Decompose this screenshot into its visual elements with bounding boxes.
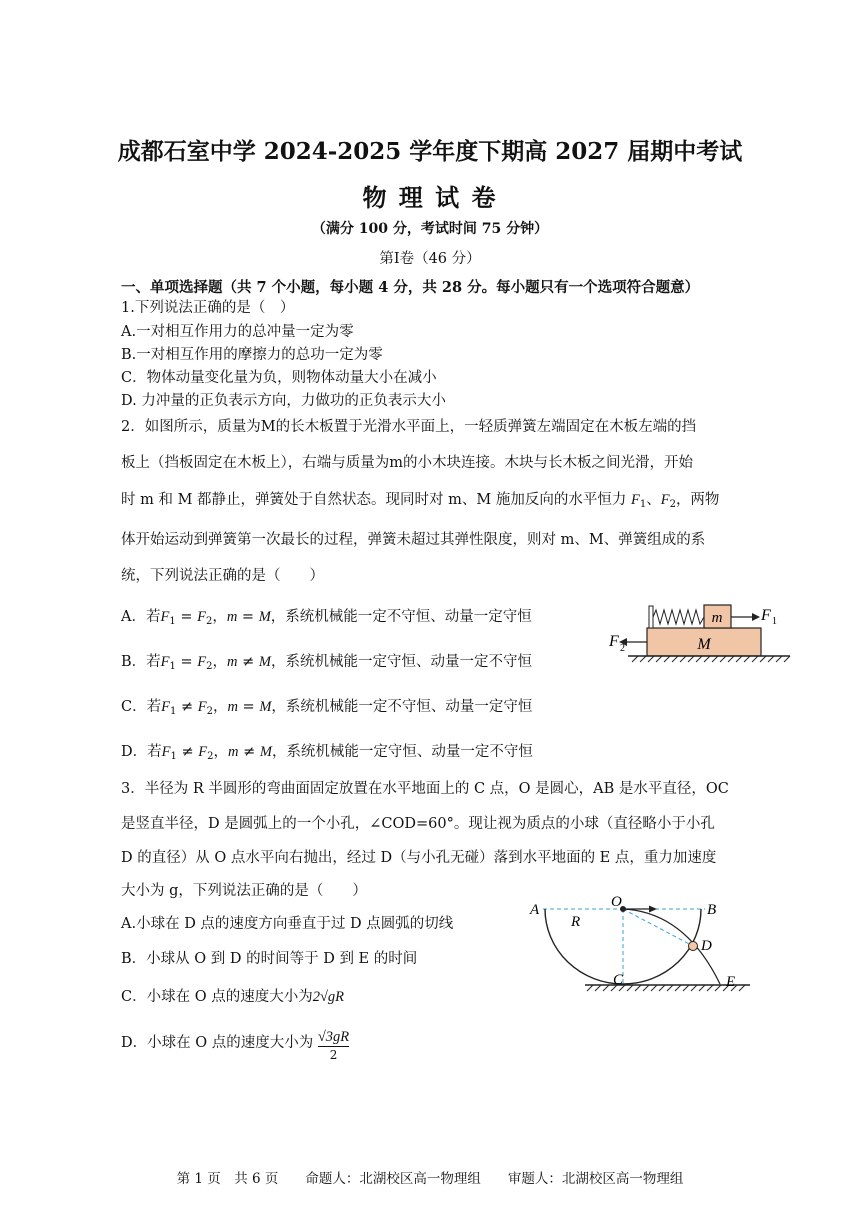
q3-line1: 3．半径为 R 半圆形的弯曲面固定放置在水平地面上的 C 点，O 是圆心，AB 是水平直径，OC <box>121 781 729 797</box>
q2-option-d: D．若$F_1 \ne F_2$，m ≠ M，系统机械能一定守恒、动量一定不守恒 <box>121 744 533 762</box>
q3-option-c: C．小球在 O 点的速度大小为2√gR <box>121 989 345 1005</box>
q2-option-b: B．若$F_1 = F_2$，m ≠ M，系统机械能一定守恒、动量一定不守恒 <box>121 654 532 672</box>
label-B: B <box>707 902 717 918</box>
page-footer: 第 1 页 共 6 页 命题人：北湖校区高一物理组 审题人：北湖校区高一物理组 <box>176 1171 684 1187</box>
q2-line3-text: 时 m 和 M 都静止，弹簧处于自然状态。现同时对 m、M 施加反向的水平恒力 <box>121 492 627 508</box>
q2-figure <box>600 598 795 670</box>
q2-line1: 2．如图所示，质量为M的长木板置于光滑水平面上，一轻质弹簧左端固定在木板左端的挡 <box>121 419 697 435</box>
subject-title: 物 理 试 卷 <box>362 183 498 212</box>
q3-d-fraction: √3gR 2 <box>317 1029 350 1062</box>
section-heading: 一、单项选择题（共 7 个小题，每小题 4 分，共 28 分。每小题只有一个选项符合题意） <box>121 279 700 296</box>
label-F2: F <box>609 633 619 650</box>
q2-line4: 体开始运动到弹簧第一次最长的过程，弹簧未超过其弹性限度，则对 m、M、弹簧组成的系 <box>121 532 706 548</box>
label-E: E <box>726 974 736 990</box>
q3-line4: 大小为 g，下列说法正确的是（ ） <box>121 883 367 899</box>
part-label: 第Ⅰ卷（46 分） <box>379 251 481 267</box>
label-m: m <box>711 610 723 626</box>
label-D: D <box>701 938 712 954</box>
q3-line3: D 的直径）从 O 点水平向右抛出，经过 D（与小孔无碰）落到水平地面的 E 点，重力加速度 <box>121 850 717 866</box>
spring <box>653 610 704 624</box>
label-M: M <box>697 636 711 653</box>
q3-line2: 是竖直半径，D 是圆弧上的一个小孔，∠COD=60°。现让视为质点的小球（直径略小于小孔 <box>121 816 715 832</box>
q1-option-d: D. 力冲量的正负表示方向，力做功的正负表示大小 <box>121 393 446 409</box>
q3-c-formula: 2√gR <box>312 989 345 1005</box>
q2-line5: 统，下列说法正确的是（ ） <box>121 568 324 584</box>
label-F2-sub: 2 <box>620 643 625 654</box>
q3-option-d: D．小球在 O 点的速度大小为 √3gR 2 <box>121 1029 350 1062</box>
q1-option-a: A.一对相互作用力的总冲量一定为零 <box>121 324 354 340</box>
q3-option-b: B．小球从 O 到 D 的时间等于 D 到 E 的时间 <box>121 951 418 967</box>
label-F1-sub: 1 <box>772 616 777 627</box>
q2-option-a: A．若$F_1 = F_2$，m = M，系统机械能一定不守恒、动量一定守恒 <box>121 609 532 627</box>
q1-stem: 1.下列说法正确的是（ ） <box>121 300 295 316</box>
label-R: R <box>571 914 581 930</box>
exam-title: 成都石室中学 2024-2025 学年度下期高 2027 届期中考试 <box>117 138 743 165</box>
exam-meta: （满分 100 分，考试时间 75 分钟） <box>311 221 549 237</box>
q3-figure <box>525 888 755 1000</box>
label-O: O <box>611 894 622 910</box>
q2-line2: 板上（挡板固定在木板上），右端与质量为m的小木块连接。木块与长木板之间光滑，开始 <box>121 455 693 471</box>
q1-option-b: B.一对相互作用的摩擦力的总功一定为零 <box>121 347 383 363</box>
q1-option-c: C．物体动量变化量为负，则物体动量大小在减小 <box>121 370 437 386</box>
label-C: C <box>613 972 624 988</box>
q2-line3-tail: ，两物 <box>675 492 720 508</box>
q2-line3: 时 m 和 M 都静止，弹簧处于自然状态。现同时对 m、M 施加反向的水平恒力 $F_1$、$F_2$，两物 <box>121 492 720 510</box>
q3-option-a: A.小球在 D 点的速度方向垂直于过 D 点圆弧的切线 <box>121 916 454 932</box>
label-A: A <box>530 902 540 918</box>
q2-option-c: C．若$F_1 \ne F_2$，m = M，系统机械能一定不守恒、动量一定守恒 <box>121 699 533 717</box>
baffle <box>649 606 653 628</box>
label-F1: F <box>761 607 771 624</box>
